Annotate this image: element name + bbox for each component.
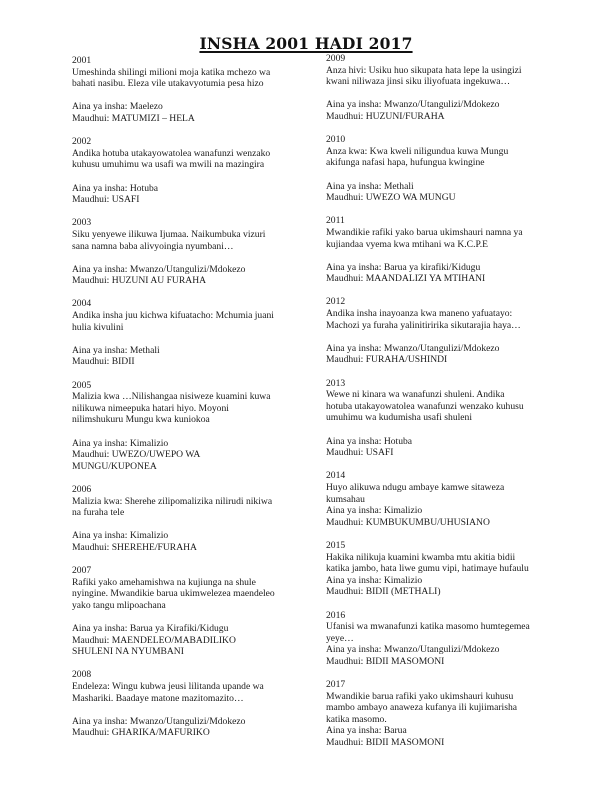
entry-prompt-line: Huyo alikuwa ndugu ambaye kamwe sitaweza [326, 481, 505, 493]
entry-theme: Maudhui: UWEZO WA MUNGU [326, 192, 456, 204]
entry-spacer [72, 90, 312, 102]
entry-prompt-line: kujiandaa vyema kwa mtihani wa K.C.P.E [326, 238, 488, 250]
entry-theme: Maudhui: HUZUNI AU FURAHA [72, 275, 207, 287]
entry-theme: Maudhui: MATUMIZI – HELA [72, 112, 195, 124]
essay-entry-2001 [72, 55, 312, 125]
entry-essay-type: Aina ya insha: Kimalizio [326, 505, 423, 517]
entry-year: 2009 [326, 53, 346, 64]
entry-spacer [326, 88, 576, 100]
entry-spacer [326, 204, 576, 216]
document-title [0, 34, 612, 53]
entry-prompt-line: sana namna baba alivyoingia nyumbani… [72, 240, 234, 252]
entry-spacer [72, 125, 312, 137]
essay-entry-2004 [72, 287, 312, 368]
essay-entry-2010 [326, 123, 576, 204]
entry-spacer [72, 658, 312, 670]
entry-spacer [326, 169, 576, 181]
entry-year: 2003 [72, 217, 92, 229]
entry-theme: Maudhui: BIDII [72, 356, 135, 368]
right-column [326, 53, 576, 749]
entry-prompt-line: Siku yenyewe ilikuwa Ijumaa. Naikumbuka vizuri [72, 228, 266, 240]
entry-spacer [326, 331, 576, 343]
essay-entry-2017 [326, 667, 576, 748]
entry-theme: Maudhui: UWEZO/UWEPO WA [72, 449, 201, 461]
entry-year: 2017 [326, 679, 346, 691]
entry-prompt-line: Andika insha inayoanza kwa maneno yafuatayo: [326, 308, 513, 320]
entry-spacer [72, 612, 312, 624]
entry-prompt-line: Mwandikie barua rafiki yako ukimshauri kuhusu [326, 690, 514, 702]
entry-prompt-line: akifunga nafasi hapa, hufungua kwingine [326, 157, 485, 169]
entry-spacer [326, 667, 576, 679]
entry-essay-type: Aina ya insha: Barua ya kirafiki/Kidugu [326, 261, 481, 273]
entry-prompt-line: na furaha tele [72, 507, 125, 519]
entry-essay-type: Aina ya insha: Mwanzo/Utangulizi/Mdokezo [326, 342, 500, 354]
essay-entry-2007 [72, 554, 312, 658]
entry-theme: Maudhui: MAENDELEO/MABADILIKO [72, 634, 236, 646]
entry-prompt-line: Rafiki yako amehamishwa na kujiunga na shule [72, 576, 256, 588]
entry-theme: Maudhui: BIDII MASOMONI [326, 655, 445, 667]
entry-theme: Maudhui: BIDII MASOMONI [326, 737, 445, 749]
entry-theme: Maudhui: HUZUNI/FURAHA [326, 110, 445, 122]
entry-essay-type: Aina ya insha: Mwanzo/Utangulizi/Mdokezo [326, 644, 500, 656]
entry-year: 2004 [72, 298, 92, 310]
entry-theme: Maudhui: FURAHA/USHINDI [326, 354, 448, 366]
entry-theme: Maudhui: MAANDALIZI YA MTIHANI [326, 273, 486, 285]
entry-prompt-line: nilikuwa nimeepuka hatari hiyo. Moyoni [72, 402, 229, 414]
entry-prompt-line: kwani niliwaza jinsi siku iliyofuata ingekuwa… [326, 76, 511, 88]
entry-essay-type: Aina ya insha: Methali [72, 344, 160, 356]
essay-entry-2009 [326, 53, 576, 123]
entry-prompt-line: Hakika nilikuja kuamini kwamba mtu akitia bidii [326, 551, 516, 563]
entry-theme: Maudhui: GHARIKA/MAFURIKO [72, 727, 210, 739]
entry-prompt-line: Wewe ni kinara wa wanafunzi shuleni. Andika [326, 389, 505, 401]
essay-entry-2014 [326, 459, 576, 529]
entry-spacer [72, 206, 312, 218]
entry-prompt-line: kuhusu umuhimu wa usafi wa mwili na mazingira [72, 159, 265, 171]
entry-year: 2006 [72, 483, 92, 495]
essay-entry-2002 [72, 125, 312, 206]
entry-theme: SHULENI NA NYUMBANI [72, 646, 184, 658]
entry-spacer [72, 472, 312, 484]
entry-spacer [326, 123, 576, 135]
left-column [72, 55, 312, 739]
entry-spacer [326, 528, 576, 540]
entry-prompt-line: katika jambo, hata liwe gumu vipi, hatimaye hufaulu [326, 563, 529, 575]
entry-essay-type: Aina ya insha: Mwanzo/Utangulizi/Mdokezo [326, 99, 500, 111]
entry-prompt-line: kumsahau [326, 493, 365, 505]
entry-prompt-line: Anza hivi: Usiku huo sikupata hata lepe la usingizi [326, 64, 522, 76]
entry-prompt-line: Andika hotuba utakayowatolea wanafunzi wenzako [72, 147, 271, 159]
essay-entry-2016 [326, 598, 576, 668]
essay-entry-2006 [72, 472, 312, 553]
entry-essay-type: Aina ya insha: Mwanzo/Utangulizi/Mdokezo [72, 715, 246, 727]
essay-entry-2015 [326, 528, 576, 598]
entry-prompt-line: Endeleza: Wingu kubwa jeusi lilitanda upande wa [72, 681, 264, 693]
entry-year: 2014 [326, 470, 346, 482]
entry-year: 2012 [326, 296, 346, 308]
essay-entry-2013 [326, 366, 576, 459]
entry-essay-type: Aina ya insha: Methali [326, 180, 414, 192]
entry-spacer [72, 554, 312, 566]
entry-prompt-line: Mashariki. Baadaye matone mazitomazito… [72, 692, 244, 704]
entry-year: 2013 [326, 377, 346, 389]
entry-year: 2007 [72, 565, 92, 577]
entry-prompt-line: Anza kwa: Kwa kweli niligundua kuwa Mungu [326, 145, 509, 157]
entry-spacer [72, 333, 312, 345]
entry-spacer [326, 366, 576, 378]
entry-prompt-line: Malizia kwa …Nilishangaa nisiweze kuamini kuwa [72, 391, 271, 403]
entry-prompt-line: bahati nasibu. Eleza vile utakavyotumia pesa hizo [72, 78, 264, 90]
entry-prompt-line: hulia kivulini [72, 321, 124, 333]
entry-prompt-line: Andika insha juu kichwa kifuatacho: Mchumia juani [72, 310, 274, 322]
entry-essay-type: Aina ya insha: Mwanzo/Utangulizi/Mdokezo [72, 263, 246, 275]
entry-spacer [326, 250, 576, 262]
entry-year: 2015 [326, 539, 346, 551]
entry-spacer [72, 252, 312, 264]
entry-essay-type: Aina ya insha: Maelezo [72, 101, 163, 113]
entry-spacer [72, 704, 312, 716]
title-text: INSHA 2001 HADI 2017 [199, 34, 413, 53]
entry-prompt-line: Umeshinda shilingi milioni moja katika mchezo wa [72, 66, 271, 78]
entry-theme: Maudhui: KUMBUKUMBU/UHUSIANO [326, 516, 490, 528]
entry-spacer [326, 424, 576, 436]
entry-essay-type: Aina ya insha: Kimalizio [326, 574, 423, 586]
entry-prompt-line: nyingine. Mwandikie barua ukimwelezea maendeleo [72, 588, 275, 600]
entry-prompt-line: Ufanisi wa mwanafunzi katika masomo humtegemea [326, 621, 530, 633]
entry-prompt-line: katika masomo. [326, 713, 387, 725]
entry-year: 2002 [72, 136, 92, 148]
entry-spacer [72, 426, 312, 438]
entry-theme: Maudhui: USAFI [326, 447, 394, 459]
entry-prompt-line: Machozi ya furaha yalinitiririka sikutarajia haya… [326, 319, 521, 331]
entry-spacer [72, 171, 312, 183]
essay-entry-2012 [326, 285, 576, 366]
entry-spacer [72, 287, 312, 299]
entry-essay-type: Aina ya insha: Kimalizio [72, 437, 169, 449]
entry-prompt-line: nilimshukuru Mungu kwa kuniokoa [72, 414, 210, 426]
essay-entry-2008 [72, 658, 312, 739]
entry-year: 2010 [326, 134, 346, 146]
entry-spacer [326, 598, 576, 610]
entry-essay-type: Aina ya insha: Barua [326, 725, 407, 737]
essay-entry-2003 [72, 206, 312, 287]
entry-theme: Maudhui: USAFI [72, 194, 140, 206]
entry-prompt-line: yako tangu mlipoachana [72, 599, 166, 611]
entry-prompt-line: Malizia kwa: Sherehe zilipomalizika nilirudi nikiwa [72, 495, 273, 507]
entry-theme: Maudhui: SHEREHE/FURAHA [72, 541, 197, 553]
entry-essay-type: Aina ya insha: Barua ya Kirafiki/Kidugu [72, 623, 229, 635]
entry-prompt-line: Mwandikie rafiki yako barua ukimshauri namna ya [326, 226, 523, 238]
entry-prompt-line: mambo ambayo anaweza kufanya ili kujiimarisha [326, 702, 518, 714]
essay-entry-2005 [72, 368, 312, 472]
entry-year: 2005 [72, 379, 92, 391]
entry-prompt-line: umuhimu wa kudumisha usafi shuleni [326, 412, 473, 424]
entry-spacer [326, 459, 576, 471]
essay-entry-2011 [326, 204, 576, 285]
entry-essay-type: Aina ya insha: Hotuba [72, 182, 159, 194]
entry-prompt-line: hotuba utakayowatolea wanafunzi wenzako kuhusu [326, 400, 524, 412]
entry-essay-type: Aina ya insha: Hotuba [326, 435, 413, 447]
entry-year: 2011 [326, 215, 345, 227]
entry-theme: Maudhui: BIDII (METHALI) [326, 586, 441, 598]
entry-year: 2001 [72, 55, 92, 66]
entry-spacer [326, 285, 576, 297]
entry-year: 2008 [72, 669, 92, 681]
entry-theme: MUNGU/KUPONEA [72, 460, 157, 472]
entry-spacer [72, 519, 312, 531]
entry-year: 2016 [326, 609, 346, 621]
entry-essay-type: Aina ya insha: Kimalizio [72, 530, 169, 542]
entry-spacer [72, 368, 312, 380]
entry-prompt-line: yeye… [326, 632, 354, 644]
